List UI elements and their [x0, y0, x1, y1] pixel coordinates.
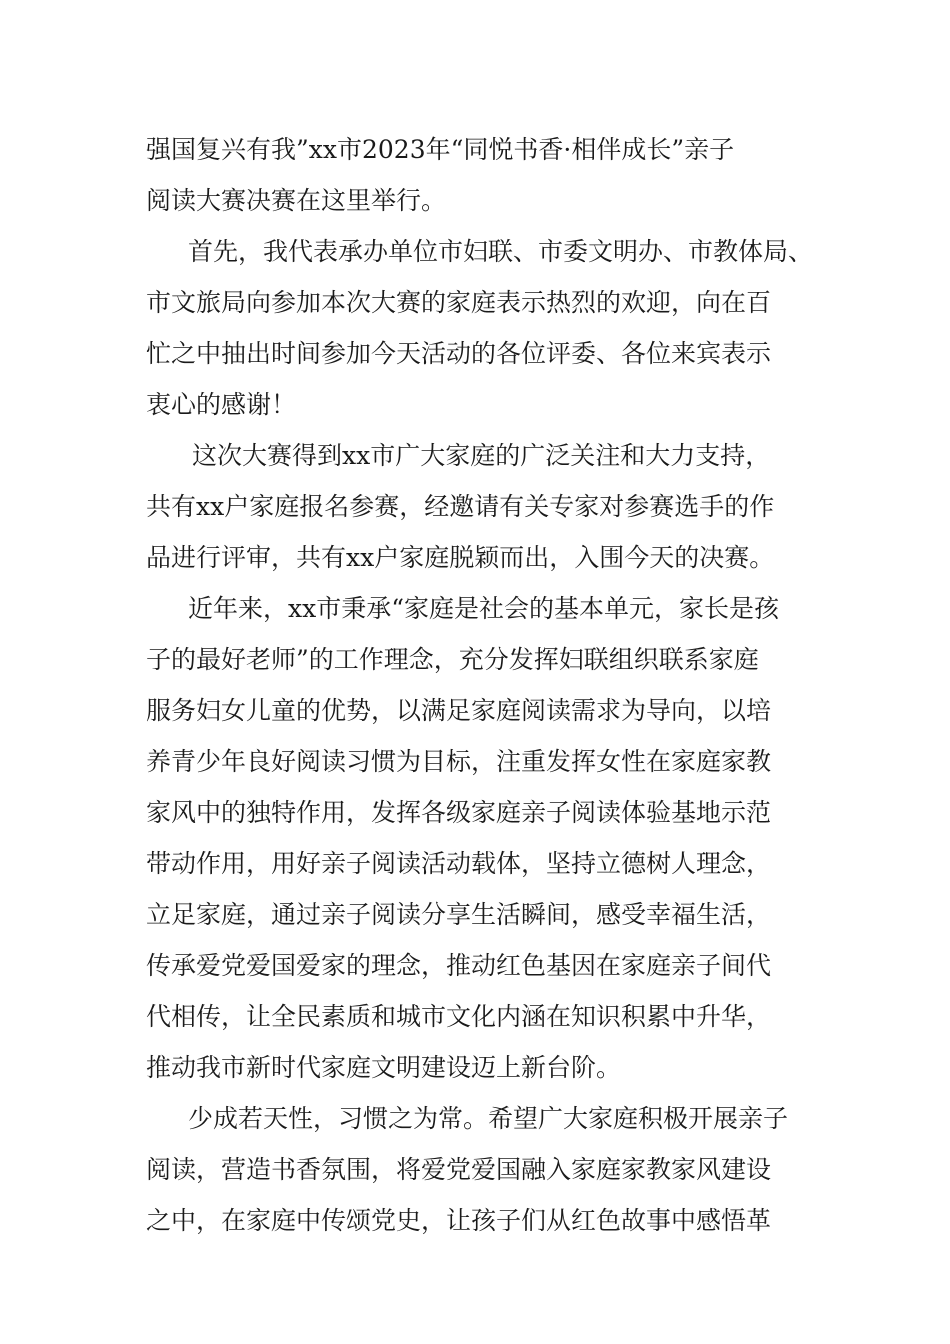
text-line: 家风中的独特作用，发挥各级家庭亲子阅读体验基地示范 — [146, 798, 772, 827]
paragraph-start-line: 少成若天性，习惯之为常。希望广大家庭积极开展亲子 — [188, 1104, 789, 1133]
text-line: 服务妇女儿童的优势，以满足家庭阅读需求为导向，以培 — [146, 696, 772, 725]
document-body — [146, 124, 826, 1246]
text-line: 养青少年良好阅读习惯为目标，注重发挥女性在家庭家教 — [146, 747, 772, 776]
paragraph-start-line: 首先，我代表承办单位市妇联、市委文明办、市教体局、 — [188, 237, 814, 266]
text-line: 阅读，营造书香氛围，将爱党爱国融入家庭家教家风建设 — [146, 1155, 772, 1184]
text-line: 衷心的感谢！ — [146, 390, 297, 419]
text-line: 忙之中抽出时间参加今天活动的各位评委、各位来宾表示 — [146, 339, 772, 368]
text-line: 共有xx户家庭报名参赛，经邀请有关专家对参赛选手的作 — [146, 492, 775, 521]
text-line: 立足家庭，通过亲子阅读分享生活瞬间，感受幸福生活， — [146, 900, 772, 929]
text-line: 阅读大赛决赛在这里举行。 — [146, 186, 447, 215]
text-line: 代相传，让全民素质和城市文化内涵在知识积累中升华， — [146, 1002, 772, 1031]
paragraph-start-line: 这次大赛得到xx市广大家庭的广泛关注和大力支持， — [192, 441, 771, 470]
text-line: 传承爱党爱国爱家的理念，推动红色基因在家庭亲子间代 — [146, 951, 772, 980]
text-line: 市文旅局向参加本次大赛的家庭表示热烈的欢迎，向在百 — [146, 288, 772, 317]
paragraph-start-line: 近年来，xx市秉承“家庭是社会的基本单元，家长是孩 — [188, 594, 779, 623]
text-line: 强国复兴有我”xx市2023年“同悦书香·相伴成长”亲子 — [146, 135, 735, 164]
text-line: 品进行评审，共有xx户家庭脱颖而出，入围今天的决赛。 — [146, 543, 775, 572]
text-line: 推动我市新时代家庭文明建设迈上新台阶。 — [146, 1053, 622, 1082]
text-line: 之中，在家庭中传颂党史，让孩子们从红色故事中感悟革 — [146, 1206, 772, 1235]
text-line: 子的最好老师”的工作理念，充分发挥妇联组织联系家庭 — [146, 645, 759, 674]
text-line: 带动作用，用好亲子阅读活动载体，坚持立德树人理念， — [146, 849, 772, 878]
